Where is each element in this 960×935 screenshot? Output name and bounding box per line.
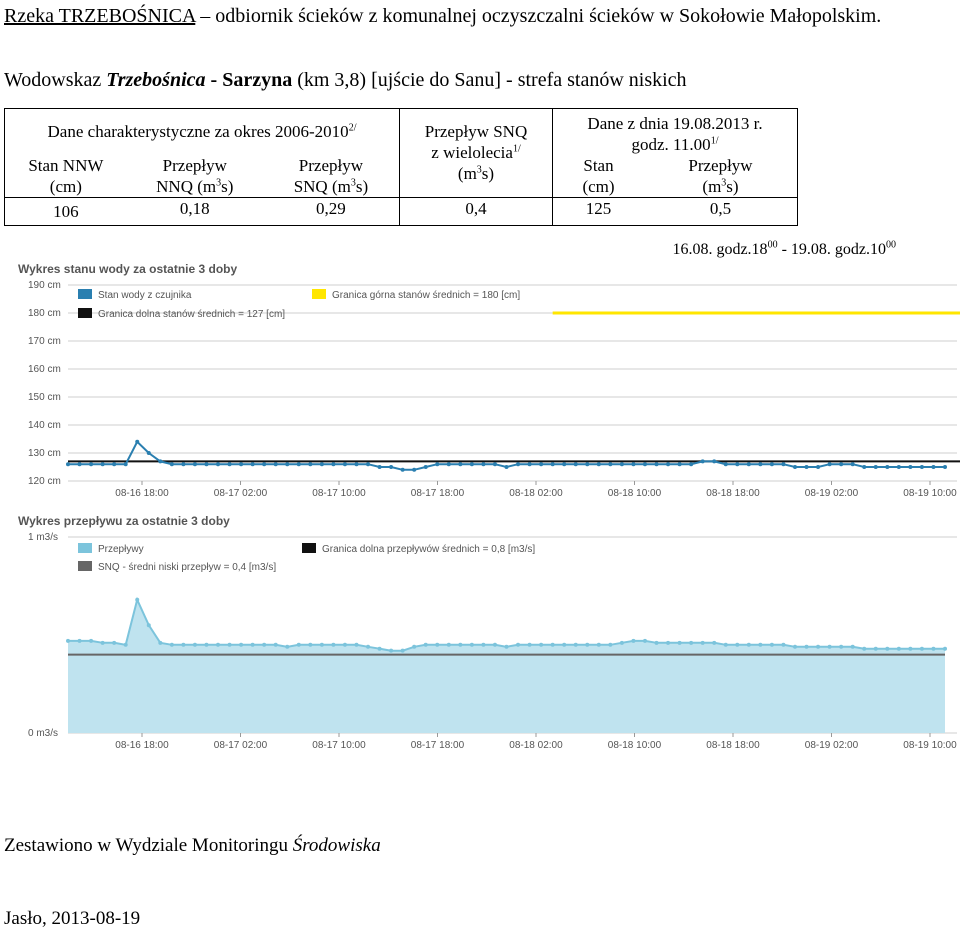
flow-point xyxy=(908,647,912,651)
chart-period: 16.08. $godz.18^{00} - 19.08$. $godz.10^{00}$ xyxy=(672,239,896,258)
flow-point xyxy=(655,641,659,645)
flow-chart xyxy=(18,514,957,751)
water-level-point xyxy=(943,465,947,469)
flow-point xyxy=(216,643,220,647)
water-level-point xyxy=(447,462,451,466)
flow-point xyxy=(262,643,266,647)
water-level-point xyxy=(931,465,935,469)
flow-point xyxy=(228,643,232,647)
water-level-point xyxy=(401,468,405,472)
flow-point xyxy=(401,649,405,653)
flow-point xyxy=(378,647,382,651)
table-cell-flow: 0,5 xyxy=(644,198,798,226)
water-level-point xyxy=(528,462,532,466)
prepared-by: Zestawiono w Wydziale Monitoringu Środowiska xyxy=(4,835,381,856)
x-tick-label: 08-17 02:00 xyxy=(213,488,268,499)
flow-point xyxy=(181,643,185,647)
flow-point xyxy=(101,641,105,645)
water-level-point xyxy=(354,462,358,466)
flow-point xyxy=(874,647,878,651)
table-group-characteristic: Dane charakterystyczne za okres $2006-2010^{2/}$ xyxy=(5,109,400,156)
flow-point xyxy=(551,643,555,647)
water-level-point xyxy=(689,462,693,466)
flow-point xyxy=(147,623,151,627)
flow-point xyxy=(897,647,901,651)
water-level-point xyxy=(124,462,128,466)
legend-swatch xyxy=(312,289,326,299)
legend-swatch xyxy=(78,561,92,571)
flow-point xyxy=(78,639,82,643)
y-tick-label: 150 cm xyxy=(28,392,61,403)
x-tick-label: 08-19 02:00 xyxy=(804,740,859,751)
water-level-point xyxy=(378,465,382,469)
flow-point xyxy=(274,643,278,647)
flow-point xyxy=(816,645,820,649)
gauge-suffix: (km 3,8) [ujście do Sanu] - strefa stanów niskich xyxy=(292,69,687,91)
flow-point xyxy=(793,645,797,649)
document-title xyxy=(4,4,954,28)
water-level-point xyxy=(262,462,266,466)
river-name-link[interactable]: Rzeka TRZEBOŚNICA xyxy=(4,5,196,27)
gauge-dash: - xyxy=(205,69,223,91)
water-level-point xyxy=(505,465,509,469)
flow-point xyxy=(943,647,947,651)
x-tick-label: 08-18 18:00 xyxy=(706,740,760,751)
water-level-point xyxy=(839,462,843,466)
flow-point xyxy=(331,643,335,647)
table-col-snq: Przepływ SNQ $(m^3s)$ xyxy=(263,155,400,198)
flow-point xyxy=(389,649,393,653)
water-level-point xyxy=(78,462,82,466)
flow-point xyxy=(666,641,670,645)
water-level-point xyxy=(747,462,751,466)
water-level-point xyxy=(297,462,301,466)
water-level-point xyxy=(251,462,255,466)
legend-label: Granica dolna przepływów średnich = 0,8 [m3/s] xyxy=(322,544,536,555)
water-level-point xyxy=(435,462,439,466)
y-tick-label: 140 cm xyxy=(28,420,61,431)
flow-point xyxy=(643,639,647,643)
water-level-point xyxy=(805,465,809,469)
y-tick-label: 190 cm xyxy=(28,280,61,291)
flow-point xyxy=(528,643,532,647)
water-level-point xyxy=(412,468,416,472)
water-level-point xyxy=(701,459,705,463)
place-date: Jasło, 2013-08-19 xyxy=(4,908,141,929)
x-tick-label: 08-18 02:00 xyxy=(509,488,563,499)
legend-label: Stan wody z czujnika xyxy=(98,290,192,301)
flow-point xyxy=(158,641,162,645)
water-level-point xyxy=(193,462,197,466)
x-tick-label: 08-19 02:00 xyxy=(804,488,859,499)
x-tick-label: 08-19 10:00 xyxy=(903,740,957,751)
flow-point xyxy=(862,647,866,651)
flow-point xyxy=(285,645,289,649)
flow-point xyxy=(885,647,889,651)
y-tick-label: 120 cm xyxy=(28,476,61,487)
x-tick-label: 08-16 18:00 xyxy=(115,488,169,499)
water-level-point xyxy=(643,462,647,466)
water-level-point xyxy=(101,462,105,466)
water-level-point xyxy=(66,462,70,466)
water-level-point xyxy=(320,462,324,466)
flow-area xyxy=(68,600,945,733)
water-level-point xyxy=(655,462,659,466)
flow-point xyxy=(585,643,589,647)
flow-point xyxy=(308,643,312,647)
y-tick-label: 170 cm xyxy=(28,336,61,347)
flow-point xyxy=(354,643,358,647)
flow-point xyxy=(805,645,809,649)
water-level-point xyxy=(574,462,578,466)
flow-point xyxy=(66,639,70,643)
flow-point xyxy=(170,643,174,647)
table-col-flow: Przepływ $(m^3s)$ xyxy=(644,155,798,198)
flow-point xyxy=(631,639,635,643)
water-level-chart xyxy=(18,262,960,499)
charts-svg xyxy=(0,255,960,765)
x-tick-label: 08-17 18:00 xyxy=(410,740,465,751)
legend-swatch xyxy=(78,289,92,299)
flow-point xyxy=(135,598,139,602)
flow-line xyxy=(68,600,945,651)
water-level-point xyxy=(389,465,393,469)
flow-point xyxy=(470,643,474,647)
flow-point xyxy=(539,643,543,647)
table-row xyxy=(5,198,798,226)
water-level-point xyxy=(758,462,762,466)
y-tick-label: 1 m3/s xyxy=(28,532,59,543)
flow-point xyxy=(204,643,208,647)
water-level-point xyxy=(147,451,151,455)
x-tick-label: 08-18 18:00 xyxy=(706,488,760,499)
flow-point xyxy=(124,643,128,647)
gauge-heading xyxy=(4,68,687,92)
flow-point xyxy=(724,643,728,647)
legend-swatch xyxy=(78,543,92,553)
water-level-point xyxy=(735,462,739,466)
water-level-point xyxy=(424,465,428,469)
table-col-stan: Stan (cm) xyxy=(553,155,644,198)
table-col-nnq: Przepływ NNQ $(m^3s)$ xyxy=(127,155,263,198)
water-level-point xyxy=(470,462,474,466)
flow-point xyxy=(747,643,751,647)
gauge-name: Trzebośnica xyxy=(106,69,206,91)
water-level-point xyxy=(908,465,912,469)
table-group-current: Dane z dnia 19.08.2013 r. godz. $11.00^{1/}$ xyxy=(553,109,798,156)
flow-point xyxy=(251,643,255,647)
water-level-point xyxy=(343,462,347,466)
legend-swatch xyxy=(78,308,92,318)
flow-point xyxy=(89,639,93,643)
water-level-point xyxy=(112,462,116,466)
water-level-point xyxy=(274,462,278,466)
flow-point xyxy=(412,645,416,649)
water-level-point xyxy=(366,462,370,466)
flow-point xyxy=(620,641,624,645)
x-tick-label: 08-17 18:00 xyxy=(410,488,465,499)
table-cell-nnq: 0,18 xyxy=(127,198,263,226)
y-tick-label: 130 cm xyxy=(28,448,61,459)
table-cell-nnw: 106 xyxy=(5,198,127,226)
water-level-point xyxy=(493,462,497,466)
water-level-point xyxy=(181,462,185,466)
table-col-nnw: Stan NNW (cm) xyxy=(5,155,127,198)
x-tick-label: 08-17 10:00 xyxy=(312,488,366,499)
water-level-point xyxy=(551,462,555,466)
table-cell-snq: 0,29 xyxy=(263,198,400,226)
x-tick-label: 08-18 10:00 xyxy=(607,488,662,499)
table-col-snq-longterm: Przepływ SNQ z wielolecia$^{1/}$ $(m^3s)$ xyxy=(400,109,553,198)
gauge-prefix: Wodowskaz xyxy=(4,69,107,91)
flow-point xyxy=(239,643,243,647)
water-level-point xyxy=(285,462,289,466)
water-level-point xyxy=(228,462,232,466)
flow-point xyxy=(920,647,924,651)
water-level-point xyxy=(597,462,601,466)
legend-swatch xyxy=(302,543,316,553)
water-level-point xyxy=(89,462,93,466)
water-level-point xyxy=(712,459,716,463)
flow-point xyxy=(505,645,509,649)
flow-point xyxy=(608,643,612,647)
flow-point xyxy=(701,641,705,645)
water-level-point xyxy=(666,462,670,466)
water-level-point xyxy=(204,462,208,466)
flow-point xyxy=(597,643,601,647)
water-level-point xyxy=(816,465,820,469)
flow-point xyxy=(781,643,785,647)
water-level-point xyxy=(851,462,855,466)
water-level-point xyxy=(828,462,832,466)
water-level-point xyxy=(631,462,635,466)
flow-point xyxy=(297,643,301,647)
y-tick-label: 160 cm xyxy=(28,364,61,375)
y-tick-label: 0 m3/s xyxy=(28,728,59,739)
x-tick-label: 08-18 10:00 xyxy=(607,740,662,751)
flow-point xyxy=(770,643,774,647)
flow-point xyxy=(828,645,832,649)
flow-point xyxy=(516,643,520,647)
flow-point xyxy=(712,641,716,645)
water-level-point xyxy=(331,462,335,466)
water-level-point xyxy=(458,462,462,466)
gauge-name-2: Sarzyna xyxy=(222,69,293,91)
water-level-point xyxy=(678,462,682,466)
water-level-point xyxy=(516,462,520,466)
flow-point xyxy=(931,647,935,651)
x-tick-label: 08-19 10:00 xyxy=(903,488,957,499)
water-level-point xyxy=(897,465,901,469)
water-level-point xyxy=(920,465,924,469)
legend-label: Przepływy xyxy=(98,544,144,555)
water-level-point xyxy=(620,462,624,466)
flow-point xyxy=(112,641,116,645)
flow-point xyxy=(493,643,497,647)
flow-point xyxy=(435,643,439,647)
x-tick-label: 08-16 18:00 xyxy=(115,740,169,751)
flow-point xyxy=(343,643,347,647)
water-level-point xyxy=(539,462,543,466)
water-level-point xyxy=(608,462,612,466)
water-level-point xyxy=(781,462,785,466)
water-level-point xyxy=(874,465,878,469)
water-level-point xyxy=(170,462,174,466)
flow-point xyxy=(481,643,485,647)
legend-label: Granica górna stanów średnich = 180 [cm] xyxy=(332,290,521,301)
flow-point xyxy=(851,645,855,649)
x-tick-label: 08-18 02:00 xyxy=(509,740,563,751)
water-level-point xyxy=(585,462,589,466)
chart-title: Wykres przepływu za ostatnie 3 doby xyxy=(18,514,230,528)
x-tick-label: 08-17 10:00 xyxy=(312,740,366,751)
flow-point xyxy=(562,643,566,647)
flow-point xyxy=(193,643,197,647)
flow-point xyxy=(366,645,370,649)
flow-point xyxy=(320,643,324,647)
water-level-point xyxy=(158,459,162,463)
water-level-point xyxy=(793,465,797,469)
flow-point xyxy=(447,643,451,647)
table-cell-stan: 125 xyxy=(553,198,644,226)
flow-point xyxy=(839,645,843,649)
water-level-point xyxy=(481,462,485,466)
flow-point xyxy=(424,643,428,647)
water-level-point xyxy=(135,440,139,444)
legend-label: Granica dolna stanów średnich = 127 [cm] xyxy=(98,309,286,320)
water-level-point xyxy=(862,465,866,469)
river-description: – odbiornik ścieków z komunalnej oczyszczalni ścieków w Sokołowie Małopolskim. xyxy=(195,5,882,27)
flow-point xyxy=(458,643,462,647)
water-level-point xyxy=(308,462,312,466)
water-level-point xyxy=(724,462,728,466)
water-level-point xyxy=(239,462,243,466)
flow-point xyxy=(574,643,578,647)
water-level-point xyxy=(216,462,220,466)
chart-title: Wykres stanu wody za ostatnie 3 doby xyxy=(18,262,238,276)
flow-point xyxy=(758,643,762,647)
characteristics-table xyxy=(4,108,798,226)
y-tick-label: 180 cm xyxy=(28,308,61,319)
flow-point xyxy=(678,641,682,645)
legend-label: SNQ - średni niski przepływ = 0,4 [m3/s] xyxy=(98,562,277,573)
table-cell-snq-longterm: 0,4 xyxy=(400,198,553,226)
x-tick-label: 08-17 02:00 xyxy=(213,740,268,751)
flow-point xyxy=(689,641,693,645)
water-level-point xyxy=(885,465,889,469)
flow-point xyxy=(735,643,739,647)
water-level-point xyxy=(770,462,774,466)
water-level-point xyxy=(562,462,566,466)
